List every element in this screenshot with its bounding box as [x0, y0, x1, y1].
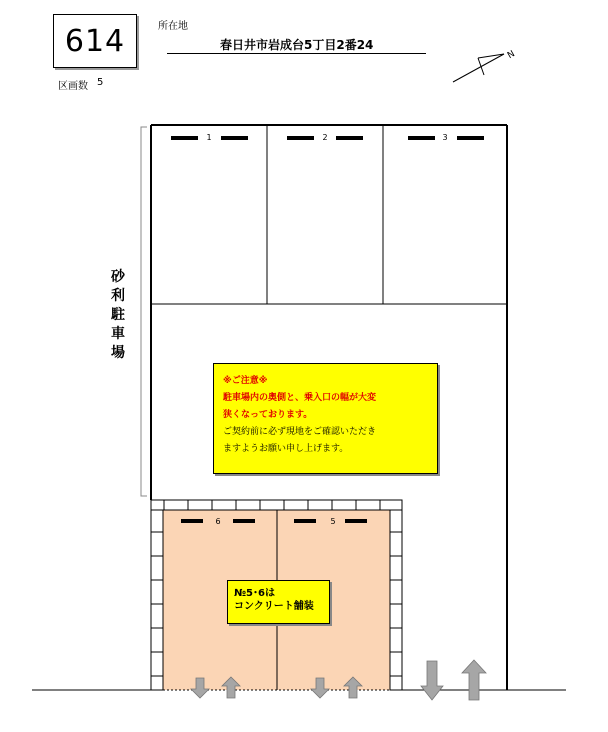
address-text: 春日井市岩成台5丁目2番24	[220, 38, 374, 52]
wheel-stop	[294, 519, 316, 523]
wheel-stop	[345, 519, 367, 523]
notice-line-1: 駐車場内の奥側と、乗入口の幅が大変	[223, 393, 377, 403]
wheel-stop	[181, 519, 203, 523]
notice-line-2: 狭くなっております。	[223, 410, 313, 420]
concrete-note-line-1: №5･6は	[234, 588, 275, 599]
space-number-2: 2	[322, 133, 328, 142]
notice-box	[213, 363, 438, 474]
notice-line-3: ご契約前に必ず現地をご確認いただき	[223, 427, 377, 437]
plot-count-label: 区画数	[58, 81, 88, 92]
concrete-note-line-2: コンクリート舗装	[234, 601, 314, 612]
north-arrow-icon	[453, 49, 517, 82]
space-number-3: 3	[442, 133, 448, 142]
notice-title: ※ご注意※	[223, 376, 268, 386]
wheel-stop	[408, 136, 435, 140]
large-arrow-up-icon	[462, 660, 486, 700]
wheel-stop	[287, 136, 314, 140]
wheel-stop	[221, 136, 248, 140]
wheel-stop	[233, 519, 255, 523]
location-label: 所在地	[158, 21, 188, 32]
space-number-5: 5	[330, 517, 336, 526]
lot-number: 614	[64, 23, 126, 59]
gravel-bracket	[141, 127, 147, 496]
wheel-stop	[171, 136, 198, 140]
wheel-stop	[457, 136, 484, 140]
large-arrow-down-icon	[421, 661, 443, 700]
wheel-stop	[336, 136, 363, 140]
notice-line-4: ますようお願い申し上げます。	[223, 444, 349, 454]
concrete-note-box	[227, 580, 330, 624]
plot-count-value: 5	[97, 77, 104, 88]
north-label: N	[506, 49, 517, 62]
gravel-parking-label: 砂利駐車場	[111, 269, 125, 361]
space-number-1: 1	[206, 133, 212, 142]
space-number-6: 6	[215, 517, 221, 526]
